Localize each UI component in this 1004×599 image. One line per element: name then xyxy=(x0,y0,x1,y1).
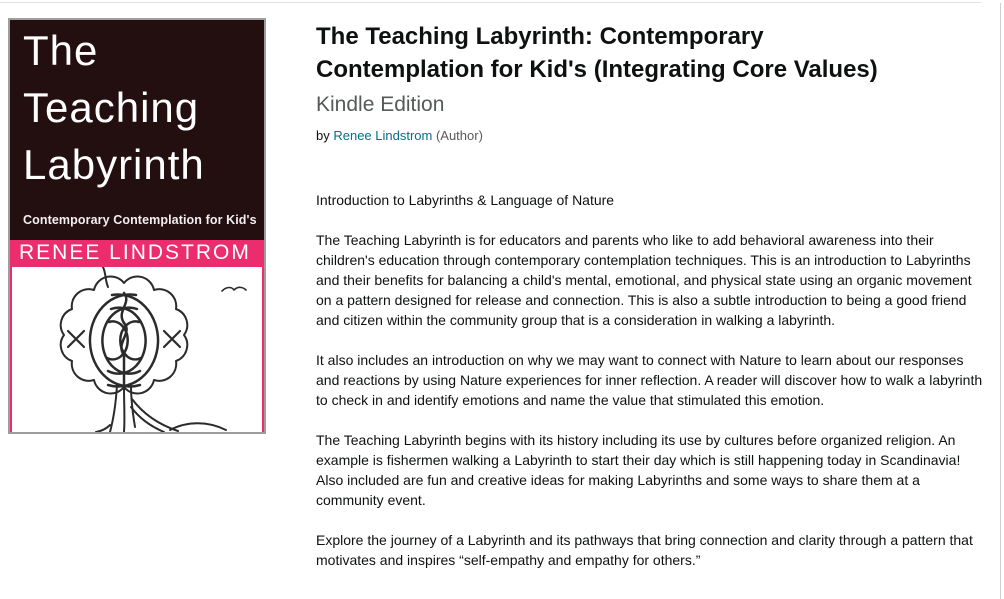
product-title xyxy=(316,20,988,86)
cover-title-line: The xyxy=(23,27,99,74)
author-role: (Author) xyxy=(432,128,483,143)
author-byline xyxy=(316,127,988,144)
book-description xyxy=(316,190,988,570)
right-border xyxy=(1000,3,1001,599)
product-title-line: The Teaching Labyrinth: Contemporary xyxy=(316,23,764,50)
top-divider xyxy=(0,2,981,3)
cover-title xyxy=(23,22,205,193)
product-info xyxy=(316,20,988,570)
description-paragraph: The Teaching Labyrinth begins with its history including its use by cultures before organized religion. An example is fishermen walking a Labyrinth to start their day which is still happening today in Scandinavia! Also included are fun and creative ideas for making Labyrinths and some ways to share them at a community event. xyxy=(316,432,961,508)
description-paragraph: Introduction to Labyrinths & Language of Nature xyxy=(316,192,615,208)
description-paragraph: The Teaching Labyrinth is for educators and parents who like to add behavioral awareness into their children's education through contemporary contemplation techniques. This is an introduction to Labyrinths and their benefits for balancing a child's mental, emotional, and physical state using an organic movement on a pattern designed for release and connection. This is also a subtle introduction to being a good friend and citizen within the community group that is a consideration in walking a labyrinth. xyxy=(316,232,972,328)
kindle-edition-label: Kindle Edition xyxy=(316,93,445,116)
labyrinth-tree-illustration xyxy=(12,267,262,432)
book-cover-image[interactable] xyxy=(8,18,266,434)
cover-illustration-area xyxy=(10,267,264,432)
cover-title-line: Teaching xyxy=(23,84,200,131)
cover-title-line: Labyrinth xyxy=(23,141,205,188)
description-paragraph: Explore the journey of a Labyrinth and its pathways that bring connection and clarity through a pattern that motivates and inspires “self-empathy and empathy for others.” xyxy=(316,532,973,568)
author-link[interactable]: Renee Lindstrom xyxy=(333,128,433,143)
byline-prefix: by xyxy=(316,128,334,143)
cover-subtitle: Contemporary Contemplation for Kid's xyxy=(23,213,257,227)
description-paragraph: It also includes an introduction on why we may want to connect with Nature to learn about our responses and reactions by using Nature experiences for inner reflection. A reader will discover how to walk a labyrinth to check in and identify emotions and name the value that stimulated this emotion. xyxy=(316,352,983,408)
product-title-line: Contemplation for Kid's (Integrating Core Values) xyxy=(316,56,878,83)
cover-author-band: RENEE LINDSTROM xyxy=(10,240,264,267)
